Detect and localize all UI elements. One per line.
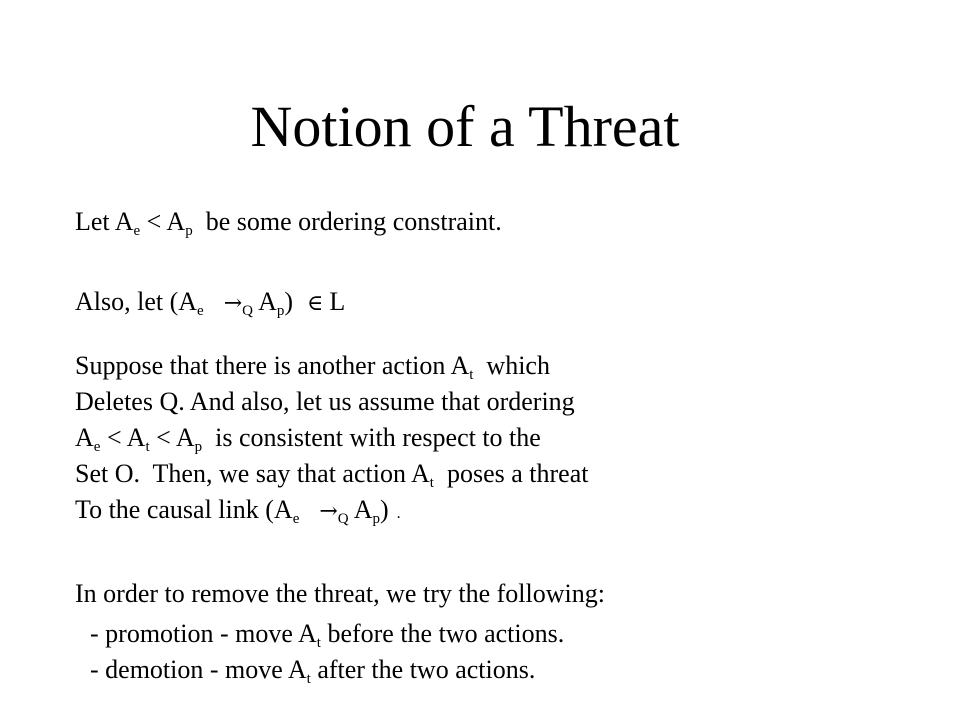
demotion-line xyxy=(90,654,535,686)
right-arrow-icon: → xyxy=(223,291,243,316)
also-prefix: Also, let (A xyxy=(75,287,198,316)
subscript-p: p xyxy=(194,439,203,455)
subscript-e: e xyxy=(197,303,204,319)
subscript-p: p xyxy=(276,303,285,319)
promotion-line xyxy=(90,618,564,650)
suppose-line-1 xyxy=(75,350,550,382)
trailing-dot: . xyxy=(396,505,401,522)
subscript-e: e xyxy=(133,223,141,239)
also-close: ) xyxy=(284,287,294,316)
ordering-suffix: be some ordering constraint. xyxy=(192,207,502,236)
ordering-constraint-line xyxy=(75,206,502,238)
subscript-q: Q xyxy=(242,303,253,319)
also-a: A xyxy=(253,287,277,316)
subscript-t: t xyxy=(306,671,311,687)
suppose-line-2: Deletes Q. And also, let us assume that ordering xyxy=(75,387,575,416)
slide-title: Notion of a Threat xyxy=(250,94,680,159)
suppose-3-suffix: is consistent with respect to the xyxy=(202,423,541,452)
ordering-prefix: Let A xyxy=(75,207,134,236)
subscript-e: e xyxy=(93,439,101,455)
suppose-line-3 xyxy=(75,422,541,454)
demotion-suffix: after the two actions. xyxy=(310,655,536,684)
subscript-t: t xyxy=(429,475,434,491)
suppose-4-text: Set O. Then, we say that action A xyxy=(75,459,430,488)
subscript-p: p xyxy=(372,511,380,527)
suppose-5-prefix: To the causal link (A xyxy=(75,495,293,524)
suppose-5-a: A xyxy=(348,495,373,524)
subscript-t: t xyxy=(469,367,474,383)
subscript-p: p xyxy=(185,223,193,239)
suppose-3-a: A xyxy=(75,423,94,452)
subscript-q: Q xyxy=(337,511,349,527)
suppose-4-suffix: poses a threat xyxy=(433,459,589,488)
subscript-t: t xyxy=(145,439,150,455)
subscript-e: e xyxy=(292,511,300,527)
suppose-1-suffix: which xyxy=(473,351,550,380)
suppose-1-text: Suppose that there is another action A xyxy=(75,351,470,380)
promotion-prefix: - promotion - move A xyxy=(90,619,317,648)
suppose-line-4 xyxy=(75,458,588,490)
remove-threat-intro: In order to remove the threat, we try the following: xyxy=(75,579,605,608)
demotion-prefix: - demotion - move A xyxy=(90,655,307,684)
ordering-lt: < A xyxy=(140,207,186,236)
suppose-3-lt2: < A xyxy=(149,423,195,452)
set-l: L xyxy=(329,287,346,316)
suppose-line-5 xyxy=(75,494,401,530)
subscript-t: t xyxy=(316,635,321,651)
right-arrow-icon: → xyxy=(319,499,338,524)
promotion-suffix: before the two actions. xyxy=(320,619,565,648)
suppose-3-lt1: < A xyxy=(100,423,146,452)
element-of-icon: ∈ xyxy=(307,291,324,316)
suppose-5-close: ) xyxy=(379,495,389,524)
causal-link-membership-line xyxy=(75,286,345,320)
